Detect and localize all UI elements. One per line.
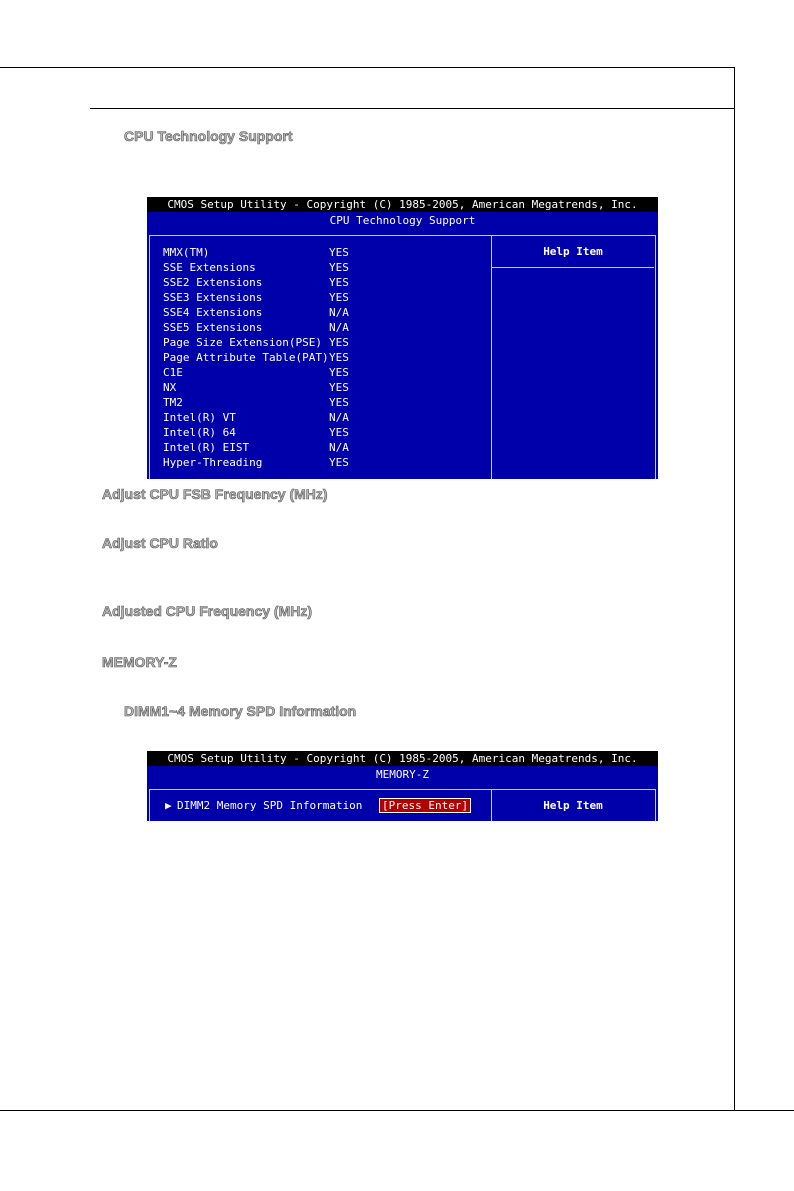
press-enter-button[interactable]: [Press Enter] (379, 798, 471, 813)
bios-row-c1e[interactable] (163, 365, 349, 380)
heading-adjust-cpu-fsb: Adjust CPU FSB Frequency (MHz) (102, 486, 328, 502)
row-label: Hyper-Threading (163, 456, 263, 469)
bottom-rule (0, 1110, 794, 1111)
row-label: Page Size Extension(PSE) (163, 336, 322, 349)
row-label: C1E (163, 366, 183, 379)
bios-row-mmx[interactable] (163, 245, 349, 260)
bios-row-dimm2-spd[interactable] (165, 798, 471, 813)
row-value: YES (329, 456, 349, 469)
row-label: TM2 (163, 396, 183, 409)
submenu-arrow-icon: ▶ (165, 799, 172, 812)
row-value: N/A (329, 441, 349, 454)
row-label: Intel(R) VT (163, 411, 236, 424)
bios-row-pse[interactable] (163, 335, 349, 350)
row-label: SSE3 Extensions (163, 291, 263, 304)
top-rule (0, 67, 734, 68)
row-value: YES (329, 336, 349, 349)
right-rule (734, 67, 735, 1111)
row-label: Intel(R) 64 (163, 426, 236, 439)
row-value: YES (329, 291, 349, 304)
bios-row-intel-vt[interactable] (163, 410, 349, 425)
bios-subtitle: MEMORY-Z (376, 768, 429, 781)
row-label: Intel(R) EIST (163, 441, 250, 454)
bios-row-sse4[interactable] (163, 305, 349, 320)
row-value: YES (329, 396, 349, 409)
bios-row-sse5[interactable] (163, 320, 349, 335)
row-value: YES (329, 261, 349, 274)
row-value: YES (329, 246, 349, 259)
bios-help-item: Help Item (543, 799, 603, 812)
row-label: SSE5 Extensions (163, 321, 263, 334)
row-label: NX (163, 381, 177, 394)
header-underline (90, 108, 734, 109)
row-label: MMX(TM) (163, 246, 210, 259)
bios-row-intel-eist[interactable] (163, 440, 349, 455)
heading-dimm-spd-information: DIMM1~4 Memory SPD Information (124, 703, 357, 719)
help-divider (492, 267, 654, 268)
row-label: DIMM2 Memory SPD Information (177, 799, 363, 812)
bios-help-item: Help Item (543, 245, 603, 258)
row-label: SSE4 Extensions (163, 306, 263, 319)
bios-row-hyper-threading[interactable] (163, 455, 349, 470)
bios-row-nx[interactable] (163, 380, 349, 395)
row-value: N/A (329, 306, 349, 319)
heading-cpu-technology-support: CPU Technology Support (124, 128, 293, 144)
bios-title-bar: CMOS Setup Utility - Copyright (C) 1985-2005, American Megatrends, Inc. (147, 197, 658, 212)
bios-help-frame (491, 235, 656, 479)
row-label: SSE Extensions (163, 261, 256, 274)
row-value: YES (329, 381, 349, 394)
heading-memory-z: MEMORY-Z (102, 654, 177, 670)
heading-adjust-cpu-ratio: Adjust CPU Ratio (102, 535, 218, 551)
row-value: YES (329, 351, 349, 364)
bios-screen-memory-z (147, 751, 658, 821)
bios-title-bar: CMOS Setup Utility - Copyright (C) 1985-2005, American Megatrends, Inc. (147, 751, 658, 766)
bios-row-tm2[interactable] (163, 395, 349, 410)
row-value: YES (329, 276, 349, 289)
row-value: N/A (329, 411, 349, 424)
row-label: Page Attribute Table(PAT) (163, 351, 329, 364)
bios-row-pat[interactable] (163, 350, 349, 365)
row-label: SSE2 Extensions (163, 276, 263, 289)
bios-row-intel-64[interactable] (163, 425, 349, 440)
row-value: YES (329, 426, 349, 439)
row-value: N/A (329, 321, 349, 334)
row-value: YES (329, 366, 349, 379)
bios-row-sse3[interactable] (163, 290, 349, 305)
bios-screen-cpu-technology (147, 197, 658, 479)
bios-subtitle: CPU Technology Support (329, 214, 476, 227)
bios-row-sse[interactable] (163, 260, 349, 275)
heading-adjusted-cpu-frequency: Adjusted CPU Frequency (MHz) (102, 603, 313, 619)
bios-row-sse2[interactable] (163, 275, 349, 290)
